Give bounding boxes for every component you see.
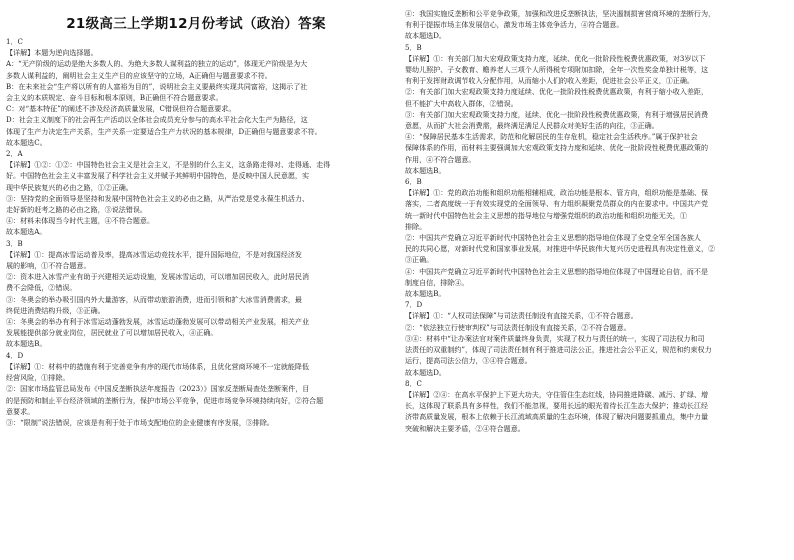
text-line: 【详解】①：提高冰雪运动普及率，提高冰雪运动竞技水平，提升国际地位，不是对我国经济发 — [6, 249, 302, 259]
text-line: 运行，提高司法公信力，③④符合题意。 — [405, 356, 532, 366]
text-line: 故本题选D。 — [405, 367, 446, 377]
text-line: 体现了生产力决定生产关系，生产关系一定要适合生产力状况的基本规律，D正确但与题意要求不符。 — [6, 126, 322, 136]
text-line: ④：冬奥会的举办有利于冰雪运动蓬勃发展，冰雪运动蓬勃发展可以带动相关产业发展，相关产业 — [6, 317, 310, 327]
text-line: 【详解】②④：在高水平保护上下更大功夫，守住管住生态红线，协同推进降碳、减污、扩绿、增 — [405, 389, 709, 399]
text-line: 8．C — [405, 378, 422, 388]
text-line: 【详解】①②：①②：中国特色社会主义是社会主义，不是别的什么主义，这条路走得对、走得通、走得 — [6, 160, 331, 170]
text-line: 作用，④不符合题意。 — [405, 154, 476, 164]
text-line: 婴幼儿照护、子女教育、赡养老人三项个人所得税专项附加扣除，全年一次性奖金单独计税等，这 — [405, 65, 709, 75]
text-line: 故本题选B。 — [6, 339, 47, 349]
text-line: 民的共同心愿，对新时代党和国家事业发展，对推进中华民族伟大复兴历史进程具有决定性意义，② — [405, 244, 716, 254]
text-line: 故本题选B。 — [405, 165, 446, 175]
text-line: ③：坚持党的全面领导是坚持和发展中国特色社会主义的必由之路，从严治党是党永葆生机活力、 — [6, 193, 310, 203]
text-line: 好。中国特色社会主义丰富发展了科学社会主义并赋予其鲜明中国特色，是反映中国人民意愿，实 — [6, 171, 310, 181]
text-line: 故本题选A。 — [6, 227, 47, 237]
left-column — [6, 36, 384, 428]
text-line: 有利于提振市场主体发展信心，激发市场主体竞争活力，④符合题意。 — [405, 20, 624, 30]
text-line: ②：资本进入冰雪产业有助于兴建相关运动设施，发展冰雪运动，可以增加居民收入，此时居民消 — [6, 272, 310, 282]
text-line: ②：中国共产党确立习近平新时代中国特色社会主义思想的指导地位体现了全党全军全国各族人 — [405, 233, 701, 243]
text-line: 排除。 — [405, 221, 427, 231]
text-line: 法责任的双重制约”，体现了司法责任制有利于推进司法公正，推进社会公平正义，规范和约束权力 — [405, 345, 712, 355]
text-line: 制度自信，排除④。 — [405, 277, 469, 287]
text-line: 突破和解决主要矛盾，②④符合题意。 — [405, 423, 525, 433]
text-line: 意愿，从而扩大社会消费需，最终满足满足人民群众对美好生活的向往，③正确。 — [405, 121, 659, 131]
text-line: 落实，二者高度统一于有效实现党的全面领导、有力组织凝聚党员群众的内在要求中。中国共产党 — [405, 199, 709, 209]
text-line: 6．B — [405, 177, 422, 187]
text-line: 但不能扩大中高收入群体，②错误。 — [405, 98, 518, 108]
text-line: 意要求。 — [6, 406, 35, 416]
text-line: ④：我国实施反垄断和公平竞争政策，加强和改进反垄断执法，坚决遏制损害营商环境的垄断行为， — [405, 9, 716, 18]
text-line: 费不会降低，②错误。 — [6, 283, 77, 293]
text-line: 经营风险，①排除。 — [6, 373, 70, 383]
text-line: ③：冬奥会的举办吸引国内外大量游客，从而带动旅游消费，进而引领和扩大冰雪消费需求，最 — [6, 294, 302, 304]
text-line: 济带高质量发展，根本上依赖于长江流域高质量的生态环境，体现了解决问题要抓重点，集中力量 — [405, 412, 709, 422]
text-line: 现中华民族复兴的必由之路，①②正确。 — [6, 182, 133, 192]
text-line: 4．D — [6, 350, 24, 360]
text-line: A：“无产阶级的运动是绝大多数人的、为绝大多数人谋利益的独立的运动”，体现无产阶级是为大 — [6, 59, 308, 69]
text-line: 故本题选B。 — [405, 289, 446, 299]
text-line: 发展能提供部分就业岗位，居民就业了可以增加居民收入，④正确。 — [6, 328, 218, 338]
text-line: 【详解】①：材料中的措施有利于完善竞争有序的现代市场体系，且优化营商环境不一定就能降低 — [6, 361, 310, 371]
text-line: 7．D — [405, 300, 423, 310]
text-line: 5．B — [405, 42, 422, 52]
page-title: 21级高三上学期12月份考试（政治）答案 — [66, 16, 326, 32]
text-line: 终促进消费结构升级，③正确。 — [6, 305, 105, 315]
text-line: 【详解】①：党的政治功能和组织功能相辅相成，政治功能是根本、管方向，组织功能是基础、保 — [405, 188, 709, 198]
text-line: B：在未来社会“生产将以所有的人富裕为目的”，说明社会主义要最终实现共同富裕，这揭示了社 — [6, 81, 308, 91]
text-line: 【详解】①：有关部门加大宏观政策支持力度，延续、优化一批阶段性税费优惠政策，对3岁以下 — [405, 53, 706, 63]
text-line: 统一新时代中国特色社会主义思想的指导地位与增强党组织的政治功能和组织功能无关，① — [405, 210, 687, 220]
text-line: 3．B — [6, 238, 23, 248]
text-line: ②：“依法独立行使审判权”与司法责任制没有直接关系，②不符合题意。 — [405, 322, 631, 332]
text-line: ③：“限制”说法错误，应该是有利于处于市场支配地位的企业健康有序发展，③排除。 — [6, 417, 274, 427]
text-line: 故本题选D。 — [405, 31, 446, 41]
text-line: C：对“基本特征”的阐述不涉及经济高质量发展，C错误但符合题意要求。 — [6, 104, 236, 114]
text-line: ④：中国共产党确立习近平新时代中国特色社会主义思想的指导地位体现了中国理论自信，而不是 — [405, 266, 709, 276]
text-line: 1．C — [6, 37, 23, 46]
text-line: ②：国家市场监管总局发布《中国反垄断执法年度报告（2023）》国家反垄断局查处垄断案件，目 — [6, 384, 310, 394]
text-line: ②：有关部门加大宏观政策支持力度延续、优化一批阶段性税费优惠政策，有利于缩小收入差距， — [405, 87, 709, 97]
text-line: ④：材料未体现当今时代主题，④不符合题意。 — [6, 216, 154, 226]
text-line: 长，这体现了联系具有多样性，我们不能忽视，要用长远的眼光看待长江生态大保护；推动长江经 — [405, 401, 709, 411]
text-line: 故本题选C。 — [6, 137, 47, 147]
text-line: ③④：材料中“让办案法官对案件质量终身负责，实现了权力与责任的统一，实现了司法权力和司 — [405, 333, 705, 343]
text-line: 保障体系的作用，而材料主要强调加大宏观政策支持力度和延续、优化一批阶段性税费优惠政策的 — [405, 143, 709, 153]
text-line: 有利于发挥财政调节收入分配作用，从而缩小人们的收入差距，促进社会公平正义，①正确。 — [405, 76, 694, 86]
right-column — [405, 8, 783, 434]
text-line: 【详解】本题为逆向选择题。 — [6, 48, 98, 58]
text-line: ③正确。 — [405, 255, 434, 265]
text-line: D：社会主义制度下的社会再生产活动以全体社会成员充分参与的高水平社会化大生产为路径，这 — [6, 115, 308, 125]
text-line: 走好新的赶考之路的必由之路，③说法错误。 — [6, 205, 147, 215]
text-line: ③：有关部门加大宏观政策支持力度，延续、优化一批阶段性税费优惠政策，有利于增强居民消费 — [405, 109, 709, 119]
text-line: 2．A — [6, 149, 23, 159]
text-line: 会主义的本质规定、奋斗目标和根本原则，B正确但不符合题意要求。 — [6, 93, 223, 103]
text-line: 【详解】①：“人权司法保障”与司法责任制没有直接关系，①不符合题意。 — [405, 311, 638, 321]
text-line: ④：“保障居民基本生活需求，防范和化解居民的生存危机，稳定社会生活秩序。”属于保护社会 — [405, 132, 698, 142]
text-line: 展的影响，①不符合题意。 — [6, 261, 91, 271]
text-line: 多数人谋利益的，阐明社会主义生产目的应该坚守的立场，A正确但与题意要求不符。 — [6, 70, 272, 80]
text-line: 的是预防和制止平台经济领域的垄断行为，保护市场公平竞争，促进市场竞争环境持续向好，②符合题 — [6, 395, 324, 405]
